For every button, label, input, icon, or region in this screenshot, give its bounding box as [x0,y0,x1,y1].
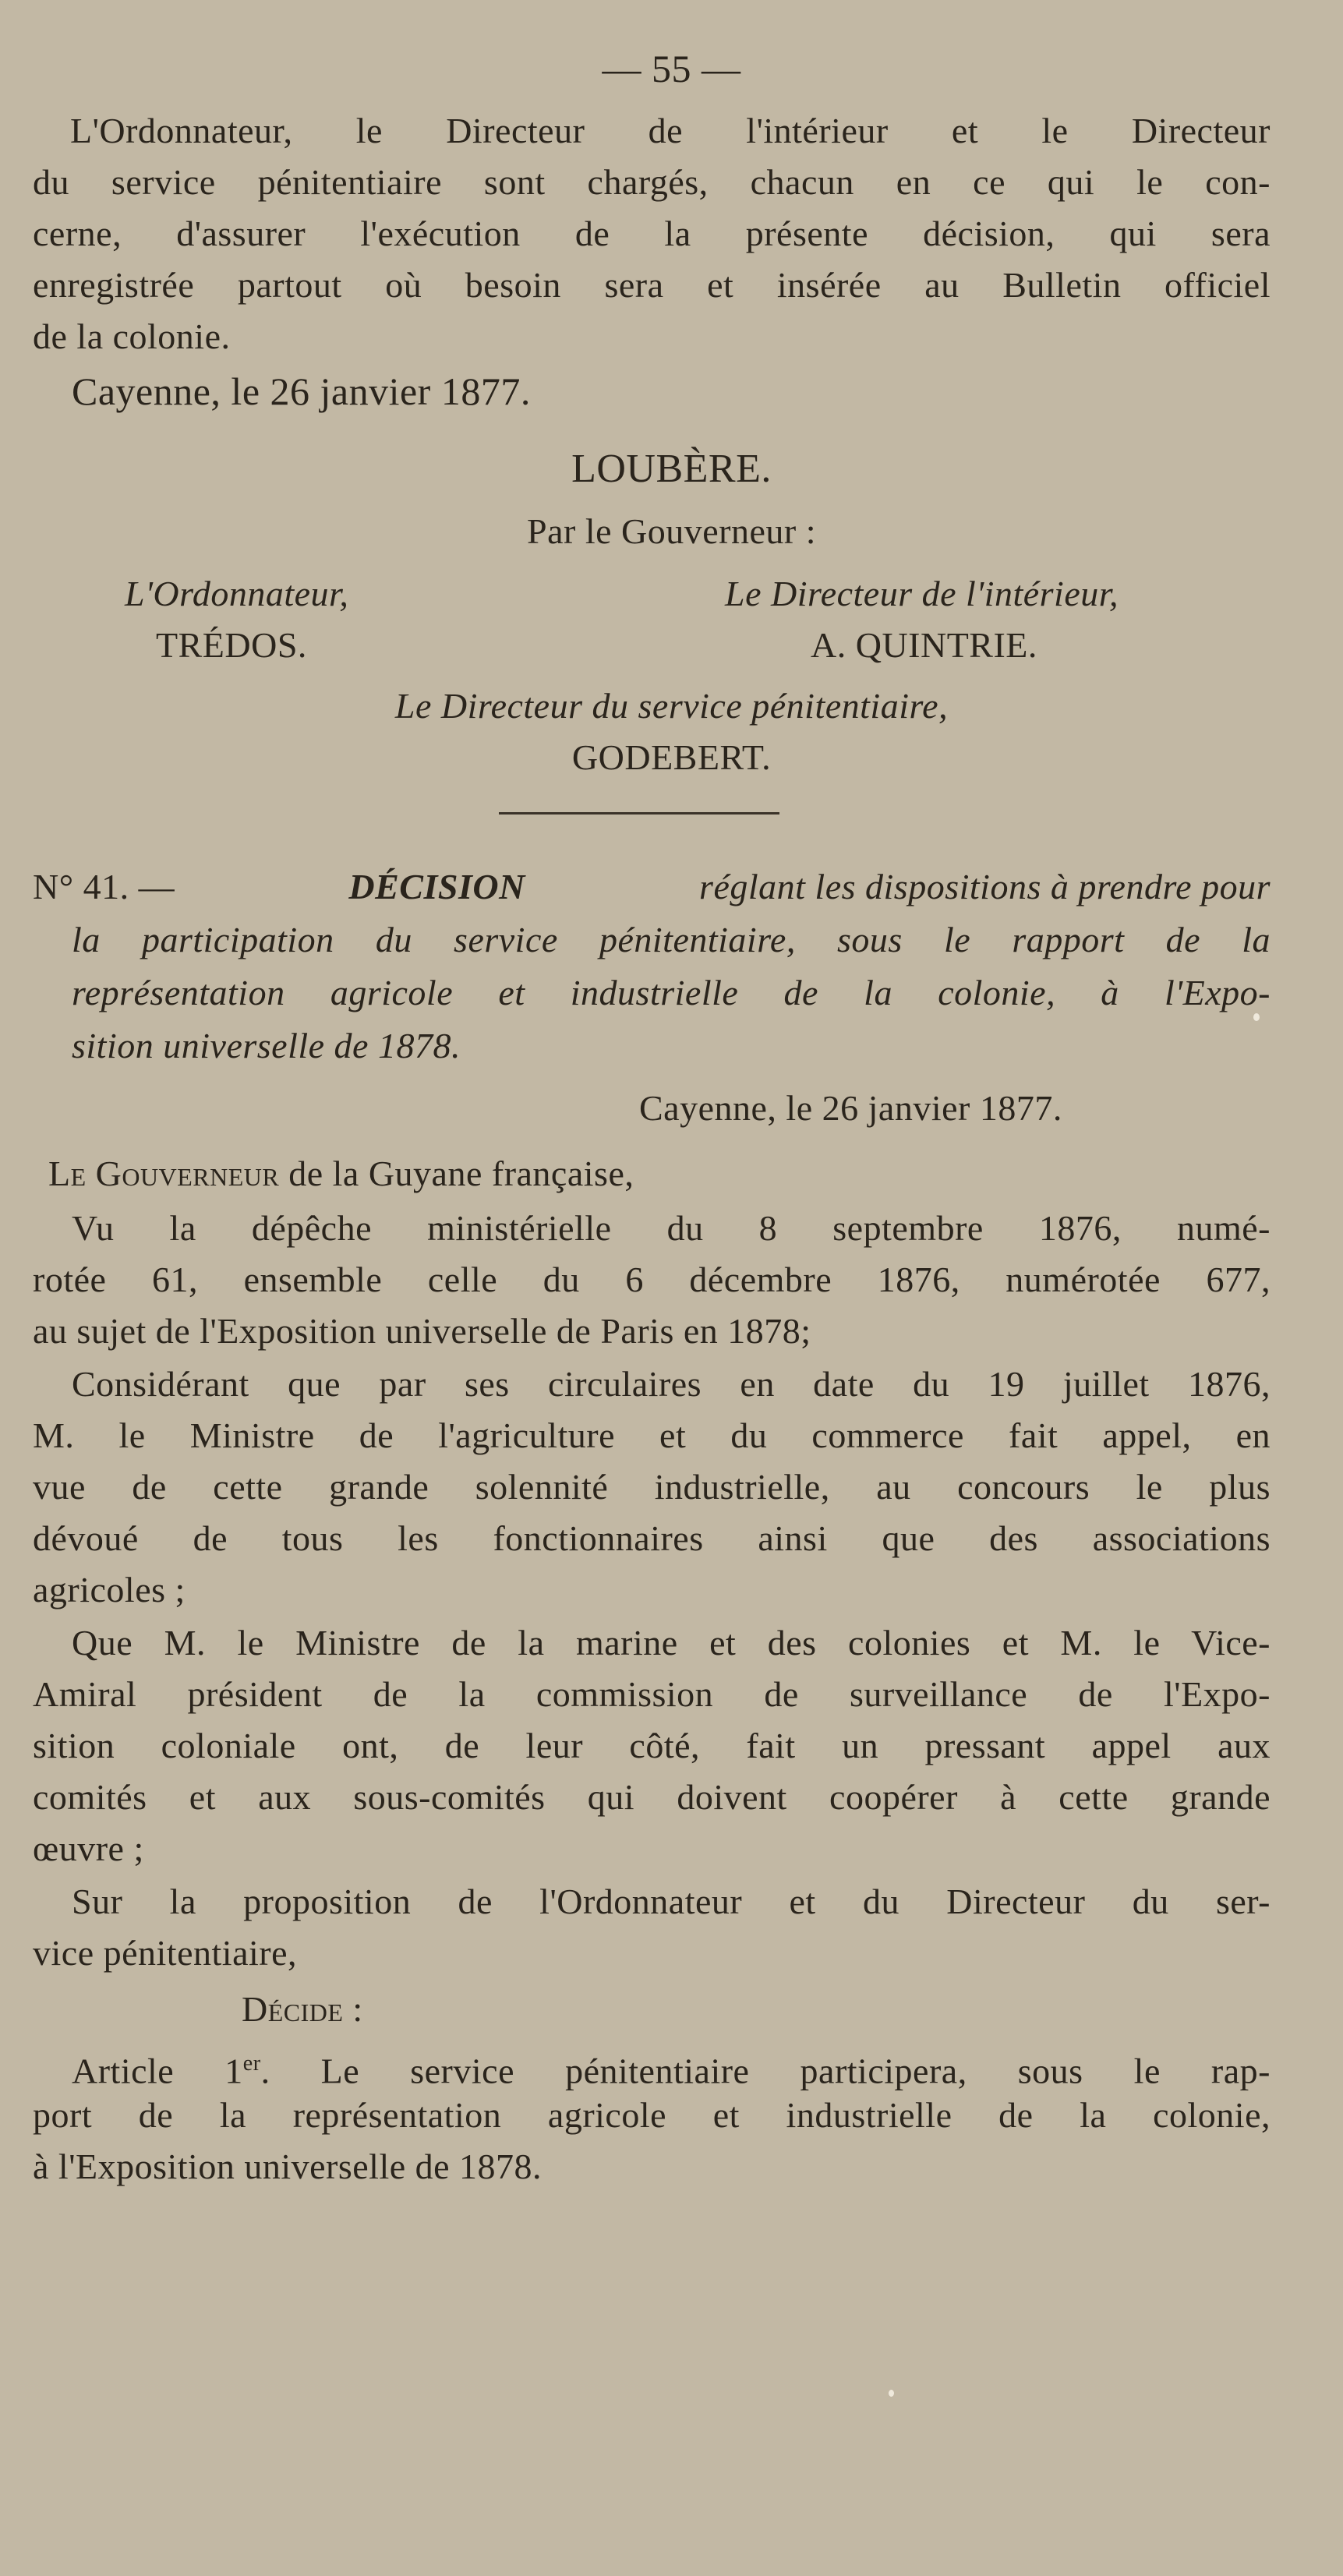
intro-line: de la colonie. [33,316,231,356]
body-line: Vu la dépêche ministérielle du 8 septembre 1876, numé- [72,1208,1271,1248]
ordonnateur-title: L'Ordonnateur, [125,574,349,613]
body-line: rotée 61, ensemble celle du 6 décembre 1876, numérotée 677, [33,1260,1271,1299]
article-rest: . Le service pénitentiaire participera, sous le rap- [260,2051,1271,2091]
body-line: vue de cette grande solennité industrielle, au concours le plus [33,1467,1271,1507]
page-number: — 55 — [602,47,741,90]
paper-speck [1253,1013,1260,1021]
gouverneur-rest: de la Guyane française, [288,1154,634,1193]
decision-title-start: réglant les dispositions à prendre pour [699,867,1271,906]
par-le-gouverneur: Par le Gouverneur : [527,511,816,551]
intro-line: cerne, d'assurer l'exécution de la présente décision, qui sera [33,214,1271,253]
article-line: à l'Exposition universelle de 1878. [33,2147,543,2186]
intro-line: du service pénitentiaire sont chargés, chacun en ce qui le con- [33,162,1271,202]
body-line: Amiral président de la commission de surveillance de l'Expo- [33,1674,1271,1714]
intro-line: enregistrée partout où besoin sera et insérée au Bulletin officiel [33,265,1271,305]
body-line: comités et aux sous-comités qui doivent coopérer à cette grande [33,1777,1271,1817]
body-line: agricoles ; [33,1570,186,1610]
body-line: au sujet de l'Exposition universelle de Paris en 1878; [33,1311,811,1351]
decision-heading: DÉCISION [348,867,525,906]
body-line: œuvre ; [33,1829,144,1868]
article-prefix: Article 1 [72,2051,243,2091]
body-line: vice pénitentiaire, [33,1933,298,1973]
body-line: dévoué de tous les fonctionnaires ainsi que des associations [33,1518,1271,1558]
article-sup: er [242,2051,261,2076]
article-line: port de la représentation agricole et industrielle de la colonie, [33,2095,1271,2135]
decision-number: N° 41. — [33,867,175,906]
article-line [72,2042,1271,2093]
decision-title-line: sition universelle de 1878. [72,1026,461,1065]
decision-title-line: représentation agricole et industrielle de la colonie, à l'Expo- [72,973,1271,1012]
directeur-interieur-title: Le Directeur de l'intérieur, [725,574,1119,613]
decision-date: Cayenne, le 26 janvier 1877. [639,1088,1062,1128]
decision-heading-line [33,865,1271,909]
body-line: Que M. le Ministre de la marine et des colonies et M. le Vice- [72,1623,1271,1663]
separator-rule [499,812,779,814]
paper-speck [889,2390,894,2397]
directeur-penitentiaire-title: Le Directeur du service pénitentiaire, [394,686,949,726]
directeur-interieur-name: A. QUINTRIE. [811,625,1037,665]
intro-line: L'Ordonnateur, le Directeur de l'intérieur et le Directeur [70,111,1271,150]
body-line: Sur la proposition de l'Ordonnateur et du Directeur du ser- [72,1882,1271,1921]
date-line: Cayenne, le 26 janvier 1877. [72,369,531,413]
gouverneur-small-caps: Le Gouverneur [48,1154,280,1193]
governor-name: LOUBÈRE. [571,447,772,491]
body-line: sition coloniale ont, de leur côté, fait un pressant appel aux [33,1726,1271,1765]
body-line: M. le Ministre de l'agriculture et du commerce fait appel, en [33,1415,1271,1455]
body-line: Considérant que par ses circulaires en date du 19 juillet 1876, [72,1364,1271,1404]
directeur-penitentiaire-name: GODEBERT. [571,737,772,777]
decision-title-line: la participation du service pénitentiaire, sous le rapport de la [72,920,1271,959]
gouverneur-line [48,1152,634,1196]
decide-heading: Décide : [242,1989,363,2029]
ordonnateur-name: TRÉDOS. [156,625,307,665]
